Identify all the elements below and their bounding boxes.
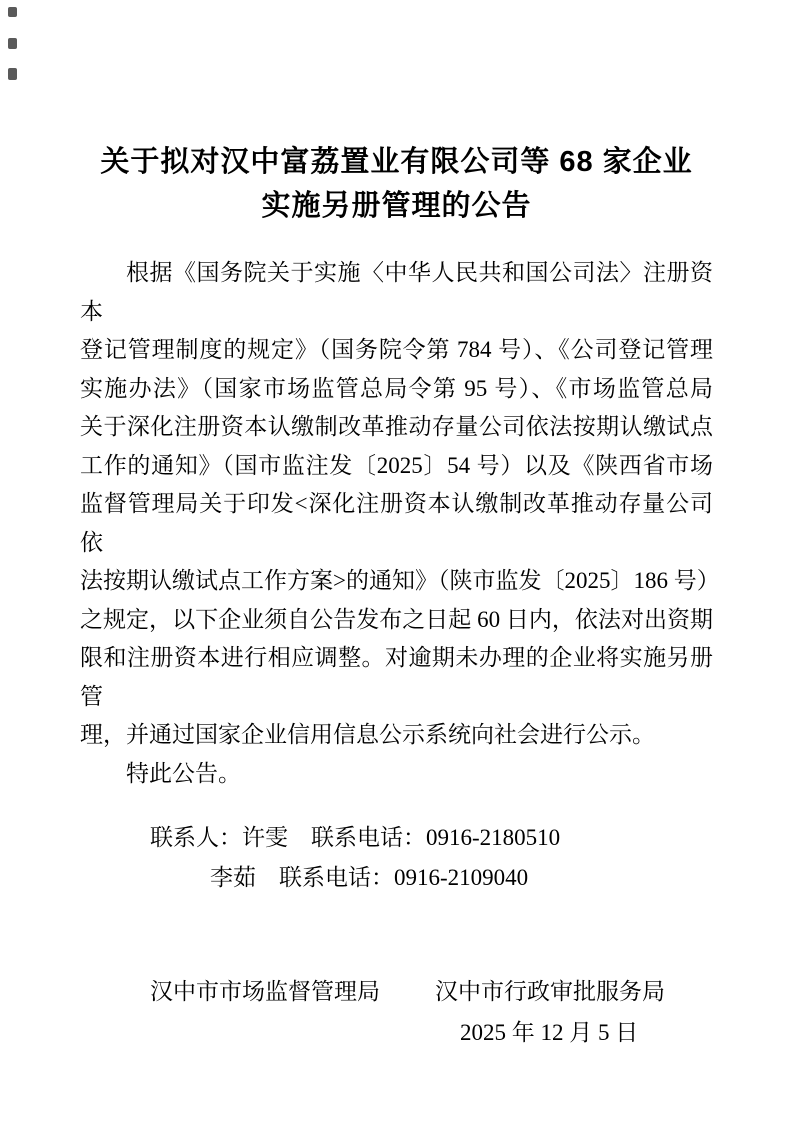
issuing-org-2: 汉中市行政审批服务局 bbox=[435, 979, 665, 1004]
scan-artifact-mark bbox=[8, 7, 17, 17]
title-line-1: 关于拟对汉中富荔置业有限公司等 68 家企业 bbox=[100, 146, 693, 178]
body-line: 实施办法》（国家市场监管总局令第 95 号）、《市场监管总局 bbox=[80, 375, 713, 401]
scan-artifact-mark bbox=[8, 38, 17, 49]
signature-block bbox=[0, 972, 793, 1053]
contact-line-1: 联系人：许雯 联系电话：0916-2180510 bbox=[150, 825, 561, 850]
body-line: 根据《国务院关于实施〈中华人民共和国公司法〉注册资本 bbox=[80, 260, 713, 324]
body-line: 理，并通过国家企业信用信息公示系统向社会进行公示。 bbox=[80, 722, 655, 747]
signature-date: 2025 年 12 月 5 日 bbox=[460, 1020, 639, 1045]
body-line: 之规定，以下企业须自公告发布之日起 60 日内，依法对出资期 bbox=[80, 606, 713, 632]
body-line: 工作的通知》（国市监注发〔2025〕54 号）以及《陕西省市场 bbox=[80, 452, 713, 478]
body-line: 监督管理局关于印发<深化注册资本认缴制改革推动存量公司依 bbox=[80, 491, 713, 555]
contact-block bbox=[0, 818, 793, 898]
title-line-2: 实施另册管理的公告 bbox=[261, 190, 532, 222]
body-line: 关于深化注册资本认缴制改革推动存量公司依法按期认缴试点 bbox=[80, 414, 713, 439]
scan-artifact-mark bbox=[8, 68, 17, 80]
body-line: 限和注册资本进行相应调整。对逾期未办理的企业将实施另册管 bbox=[80, 645, 713, 709]
page-title bbox=[0, 0, 793, 228]
body-line: 登记管理制度的规定》（国务院令第 784 号）、《公司登记管理 bbox=[80, 337, 713, 362]
announcement-body bbox=[0, 254, 793, 793]
body-line: 特此公告。 bbox=[126, 760, 241, 786]
body-line: 法按期认缴试点工作方案>的通知》（陕市监发〔2025〕186 号） bbox=[80, 568, 720, 593]
issuing-org-1: 汉中市市场监督管理局 bbox=[150, 979, 380, 1004]
contact-line-2: 李茹 联系电话：0916-2109040 bbox=[210, 865, 529, 890]
